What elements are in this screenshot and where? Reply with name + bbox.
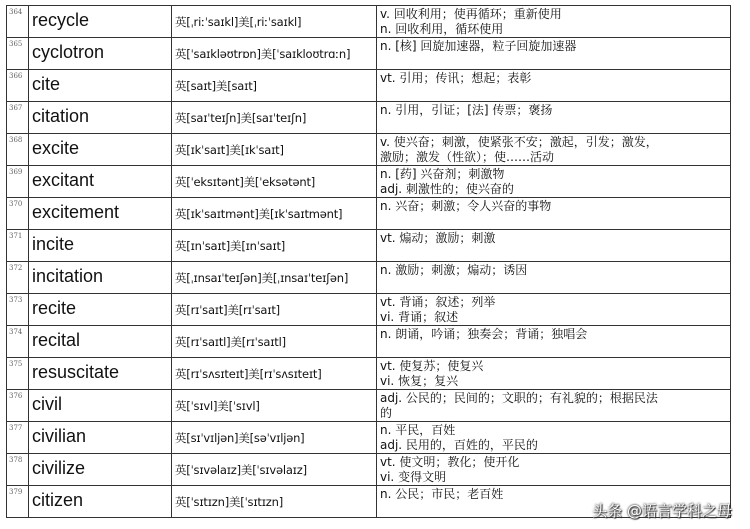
definition-line: vi. 恢复；复兴 bbox=[380, 374, 459, 388]
entry-number: 372 bbox=[9, 264, 23, 272]
definition bbox=[377, 134, 730, 165]
word-cell bbox=[29, 134, 172, 166]
vocabulary-table-body bbox=[7, 6, 731, 518]
phonetic-cell bbox=[172, 454, 377, 486]
definition-line: n. 平民，百姓 bbox=[380, 423, 456, 437]
entry-number: 374 bbox=[9, 328, 23, 336]
table-row bbox=[7, 358, 731, 390]
table-row bbox=[7, 6, 731, 38]
word-cell bbox=[29, 102, 172, 134]
table-row bbox=[7, 198, 731, 230]
word-cell bbox=[29, 230, 172, 262]
headword: civilize bbox=[32, 458, 86, 478]
phonetic-cell bbox=[172, 390, 377, 422]
word-cell bbox=[29, 262, 172, 294]
word-cell bbox=[29, 390, 172, 422]
headword: incite bbox=[32, 234, 75, 254]
definition bbox=[377, 198, 730, 214]
headword: citation bbox=[32, 106, 90, 126]
word-cell bbox=[29, 6, 172, 38]
entry-number-cell bbox=[7, 70, 29, 102]
definition-line: n. 公民；市民；老百姓 bbox=[380, 487, 504, 501]
phonetic-cell bbox=[172, 294, 377, 326]
definition bbox=[377, 390, 730, 421]
table-row bbox=[7, 102, 731, 134]
table-row bbox=[7, 326, 731, 358]
table-row bbox=[7, 422, 731, 454]
headword: civilian bbox=[32, 426, 87, 446]
phonetic-transcription: 英[saɪt]美[saɪt] bbox=[175, 79, 257, 93]
definition-cell bbox=[377, 326, 731, 358]
headword: cyclotron bbox=[32, 42, 105, 62]
definition-line: vt. 使复苏；使复兴 bbox=[380, 359, 484, 373]
entry-number-cell bbox=[7, 6, 29, 38]
table-row bbox=[7, 230, 731, 262]
definition-line: n. 兴奋；刺激；令人兴奋的事物 bbox=[380, 199, 552, 213]
entry-number: 379 bbox=[9, 488, 23, 496]
phonetic-transcription: 英[ɪkˈsaɪtmənt]美[ɪkˈsaɪtmənt] bbox=[175, 207, 343, 221]
entry-number-cell bbox=[7, 454, 29, 486]
phonetic-transcription: 英[ˌɪnsaɪˈteɪʃən]美[ˌɪnsaɪˈteɪʃən] bbox=[175, 271, 349, 285]
word-cell bbox=[29, 70, 172, 102]
phonetic-cell bbox=[172, 6, 377, 38]
word-cell bbox=[29, 326, 172, 358]
entry-number-cell bbox=[7, 390, 29, 422]
definition bbox=[377, 38, 730, 54]
definition bbox=[377, 230, 730, 246]
phonetic-cell bbox=[172, 358, 377, 390]
entry-number: 376 bbox=[9, 392, 23, 400]
table-row bbox=[7, 70, 731, 102]
phonetic-cell bbox=[172, 70, 377, 102]
word-cell bbox=[29, 198, 172, 230]
word-cell bbox=[29, 294, 172, 326]
phonetic-cell bbox=[172, 134, 377, 166]
definition bbox=[377, 262, 730, 278]
definition-line: vt. 煽动；激励；刺激 bbox=[380, 231, 496, 245]
entry-number-cell bbox=[7, 230, 29, 262]
phonetic-cell bbox=[172, 38, 377, 70]
entry-number-cell bbox=[7, 38, 29, 70]
phonetic-transcription: 英[ɪkˈsaɪt]美[ɪkˈsaɪt] bbox=[175, 143, 284, 157]
entry-number-cell bbox=[7, 134, 29, 166]
definition-line: 的 bbox=[380, 406, 393, 420]
entry-number-cell bbox=[7, 198, 29, 230]
entry-number: 369 bbox=[9, 168, 23, 176]
definition-cell bbox=[377, 422, 731, 454]
definition bbox=[377, 70, 730, 86]
word-cell bbox=[29, 486, 172, 518]
definition-cell bbox=[377, 38, 731, 70]
phonetic-cell bbox=[172, 230, 377, 262]
definition-cell bbox=[377, 294, 731, 326]
definition-line: n. [核] 回旋加速器，粒子回旋加速器 bbox=[380, 39, 577, 53]
entry-number-cell bbox=[7, 166, 29, 198]
definition bbox=[377, 6, 730, 37]
definition-line: adj. 民用的，百姓的，平民的 bbox=[380, 438, 538, 452]
entry-number: 375 bbox=[9, 360, 23, 368]
definition bbox=[377, 358, 730, 389]
phonetic-transcription: 英[ˈeksɪtənt]美[ˈeksətənt] bbox=[175, 175, 316, 189]
phonetic-cell bbox=[172, 198, 377, 230]
definition-cell bbox=[377, 102, 731, 134]
entry-number: 364 bbox=[9, 8, 23, 16]
phonetic-transcription: 英[ˈsɪtɪzn]美[ˈsɪtɪzn] bbox=[175, 495, 284, 509]
headword: cite bbox=[32, 74, 61, 94]
table-row bbox=[7, 294, 731, 326]
definition-line: n. [药] 兴奋剂；刺激物 bbox=[380, 167, 505, 181]
entry-number-cell bbox=[7, 486, 29, 518]
headword: excitement bbox=[32, 202, 120, 222]
definition-cell bbox=[377, 230, 731, 262]
entry-number: 378 bbox=[9, 456, 23, 464]
definition-line: vt. 引用；传讯；想起；表彰 bbox=[380, 71, 532, 85]
definition bbox=[377, 422, 730, 453]
entry-number: 377 bbox=[9, 424, 23, 432]
definition bbox=[377, 294, 730, 325]
entry-number-cell bbox=[7, 262, 29, 294]
definition-line: n. 回收利用，循环使用 bbox=[380, 22, 504, 36]
phonetic-transcription: 英[saɪˈteɪʃn]美[saɪˈteɪʃn] bbox=[175, 111, 307, 125]
definition-line: vt. 背诵；叙述；列举 bbox=[380, 295, 496, 309]
entry-number: 373 bbox=[9, 296, 23, 304]
definition-cell bbox=[377, 134, 731, 166]
definition-cell bbox=[377, 262, 731, 294]
headword: incitation bbox=[32, 266, 104, 286]
entry-number: 367 bbox=[9, 104, 23, 112]
entry-number: 371 bbox=[9, 232, 23, 240]
definition-line: n. 激励；刺激；煽动；诱因 bbox=[380, 263, 528, 277]
entry-number: 365 bbox=[9, 40, 23, 48]
headword: citizen bbox=[32, 490, 84, 510]
phonetic-transcription: 英[rɪˈsʌsɪteɪt]美[rɪˈsʌsɪteɪt] bbox=[175, 367, 322, 381]
entry-number: 370 bbox=[9, 200, 23, 208]
definition-cell bbox=[377, 454, 731, 486]
definition bbox=[377, 166, 730, 197]
phonetic-transcription: 英[rɪˈsaɪt]美[rɪˈsaɪt] bbox=[175, 303, 280, 317]
headword: civil bbox=[32, 394, 62, 414]
definition-cell bbox=[377, 390, 731, 422]
phonetic-transcription: 英[ˈsaɪkləʊtrɒn]美[ˈsaɪkloʊtrɑːn] bbox=[175, 47, 351, 61]
definition-cell bbox=[377, 358, 731, 390]
entry-number-cell bbox=[7, 102, 29, 134]
definition bbox=[377, 454, 730, 485]
definition-line: 激励；激发（性欲）；使……活动 bbox=[380, 150, 555, 164]
entry-number-cell bbox=[7, 294, 29, 326]
definition-line: adj. 刺激性的；使兴奋的 bbox=[380, 182, 514, 196]
headword: excite bbox=[32, 138, 80, 158]
definition-line: v. 回收利用；使再循环；重新使用 bbox=[380, 7, 562, 21]
definition-cell bbox=[377, 198, 731, 230]
headword: recital bbox=[32, 330, 81, 350]
phonetic-transcription: 英[sɪˈvɪljən]美[səˈvɪljən] bbox=[175, 431, 305, 445]
table-row bbox=[7, 38, 731, 70]
definition-line: adj. 公民的；民间的；文职的；有礼貌的；根据民法 bbox=[380, 391, 658, 405]
phonetic-cell bbox=[172, 166, 377, 198]
phonetic-cell bbox=[172, 486, 377, 518]
watermark-text: 头条 @语言学科之母 bbox=[592, 502, 732, 520]
phonetic-transcription: 英[ˌriːˈsaɪkl]美[ˌriːˈsaɪkl] bbox=[175, 15, 302, 29]
definition bbox=[377, 326, 730, 342]
entry-number: 366 bbox=[9, 72, 23, 80]
word-cell bbox=[29, 454, 172, 486]
phonetic-transcription: 英[ɪnˈsaɪt]美[ɪnˈsaɪt] bbox=[175, 239, 286, 253]
table-row bbox=[7, 390, 731, 422]
definition-line: vi. 背诵；叙述 bbox=[380, 310, 459, 324]
word-cell bbox=[29, 422, 172, 454]
definition bbox=[377, 102, 730, 118]
definition-line: n. 引用，引证；[法] 传票；褒扬 bbox=[380, 103, 553, 117]
entry-number-cell bbox=[7, 326, 29, 358]
headword: resuscitate bbox=[32, 362, 120, 382]
headword: excitant bbox=[32, 170, 95, 190]
phonetic-cell bbox=[172, 326, 377, 358]
table-row bbox=[7, 166, 731, 198]
phonetic-transcription: 英[ˈsɪvəlaɪz]美[ˈsɪvəlaɪz] bbox=[175, 463, 307, 477]
definition-line: vt. 使文明；教化；使开化 bbox=[380, 455, 520, 469]
table-row bbox=[7, 454, 731, 486]
definition-line: vi. 变得文明 bbox=[380, 470, 447, 484]
word-cell bbox=[29, 38, 172, 70]
phonetic-cell bbox=[172, 102, 377, 134]
table-row bbox=[7, 134, 731, 166]
phonetic-cell bbox=[172, 422, 377, 454]
word-cell bbox=[29, 358, 172, 390]
phonetic-cell bbox=[172, 262, 377, 294]
entry-number-cell bbox=[7, 422, 29, 454]
headword: recite bbox=[32, 298, 77, 318]
headword: recycle bbox=[32, 10, 90, 30]
entry-number: 368 bbox=[9, 136, 23, 144]
definition-cell bbox=[377, 166, 731, 198]
word-cell bbox=[29, 166, 172, 198]
vocabulary-table bbox=[6, 5, 731, 518]
definition-line: v. 使兴奋；刺激，使紧张不安；激起，引发；激发， bbox=[380, 135, 658, 149]
entry-number-cell bbox=[7, 358, 29, 390]
table-row bbox=[7, 262, 731, 294]
definition-cell bbox=[377, 70, 731, 102]
phonetic-transcription: 英[rɪˈsaɪtl]美[rɪˈsaɪtl] bbox=[175, 335, 286, 349]
definition-cell bbox=[377, 6, 731, 38]
definition-line: n. 朗诵，吟诵；独奏会；背诵；独唱会 bbox=[380, 327, 588, 341]
phonetic-transcription: 英[ˈsɪvl]美[ˈsɪvl] bbox=[175, 399, 260, 413]
